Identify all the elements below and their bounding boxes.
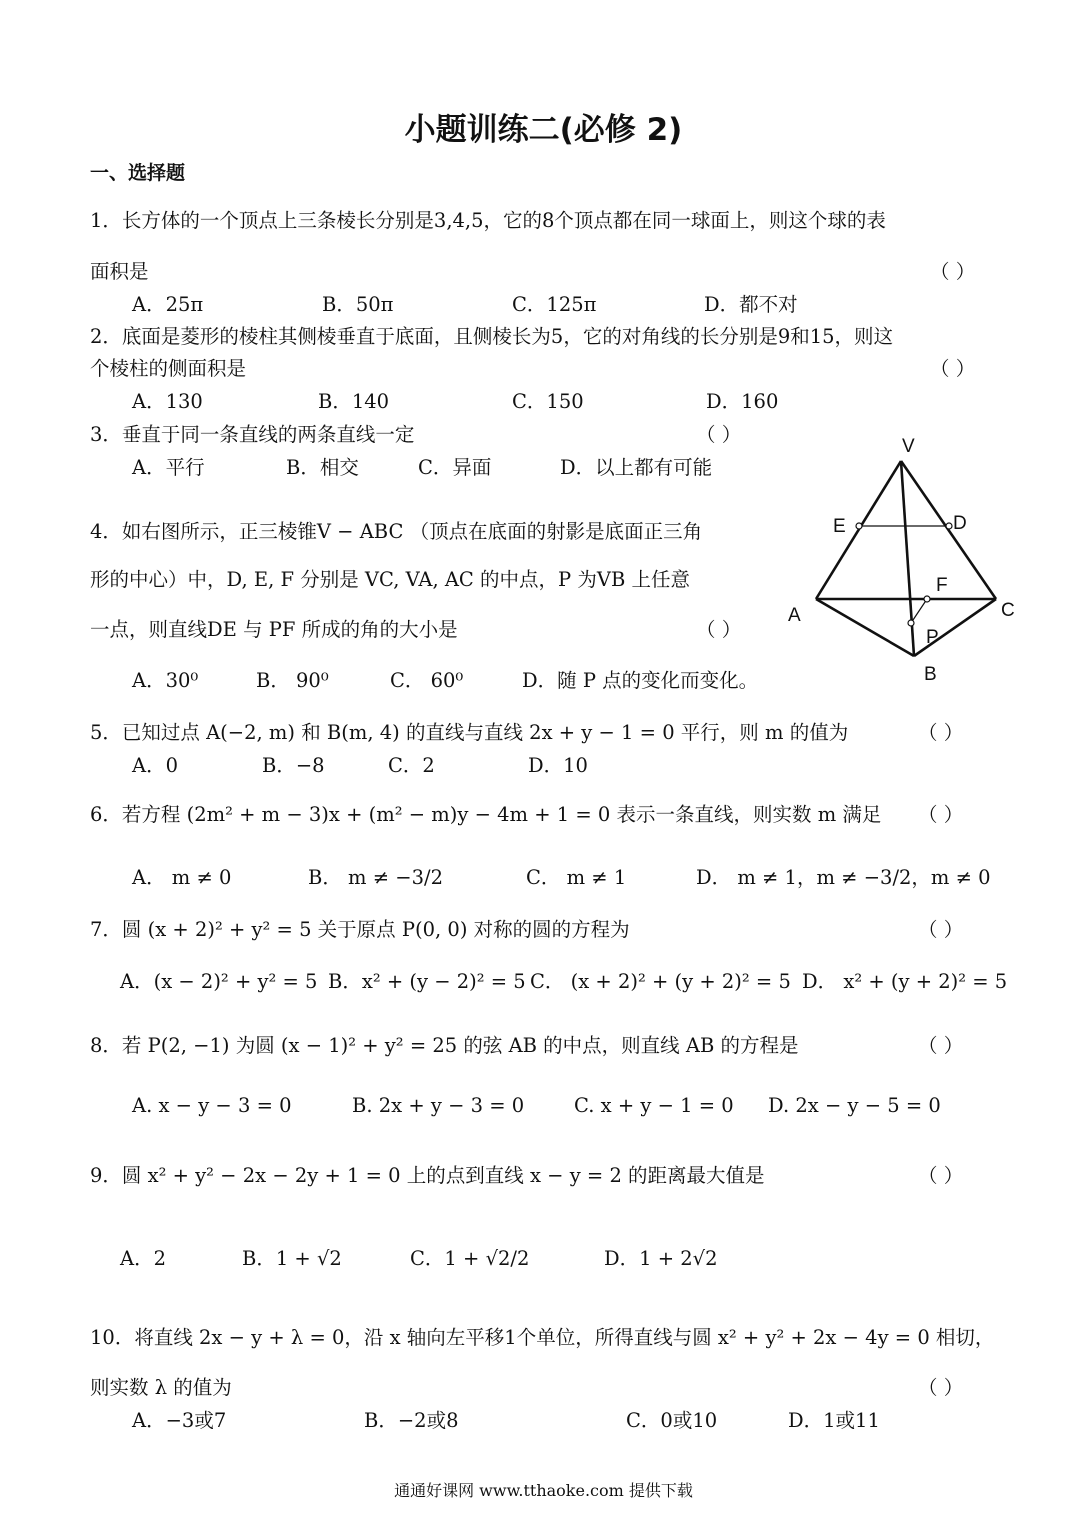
q10-option-a: A．−3或7 xyxy=(132,1409,227,1432)
label-b: B xyxy=(924,664,937,685)
q4-option-d: D．随 P 点的变化而变化。 xyxy=(522,669,759,692)
segment-pf xyxy=(911,599,927,623)
q9-option-a: A．2 xyxy=(120,1247,166,1270)
q10-option-b: B．−2或8 xyxy=(364,1409,459,1432)
q8-option-d: D. 2x − y − 5 = 0 xyxy=(768,1094,941,1117)
edge-vb xyxy=(901,461,914,656)
label-e: E xyxy=(833,516,846,537)
q5-answer-blank: （ ） xyxy=(918,721,964,744)
q5-option-b: B．−8 xyxy=(262,754,325,777)
q6-answer-blank: （ ） xyxy=(918,803,964,826)
pyramid-figure xyxy=(784,430,1034,690)
q2-option-c: C．150 xyxy=(512,390,584,413)
q4-option-b: B． 90⁰ xyxy=(256,669,329,692)
q10-option-c: C．0或10 xyxy=(626,1409,718,1432)
q3-option-c: C．异面 xyxy=(418,456,492,479)
point-p xyxy=(908,620,914,626)
q3-option-b: B．相交 xyxy=(286,456,359,479)
edge-vc xyxy=(901,461,996,599)
q1-option-d: D．都不对 xyxy=(704,293,798,316)
q3-line-1: 3．垂直于同一条直线的两条直线一定 xyxy=(90,423,415,446)
q10-line-1: 10．将直线 2x − y + λ = 0，沿 x 轴向左平移1个单位，所得直线与圆 x² + y² + 2x − 4y = 0 相切， xyxy=(90,1326,995,1349)
label-p: P xyxy=(926,627,939,648)
q4-line-3: 一点，则直线DE 与 PF 所成的角的大小是 xyxy=(90,618,458,641)
q8-option-b: B. 2x + y − 3 = 0 xyxy=(352,1094,525,1117)
q8-line-1: 8．若 P(2, −1) 为圆 (x − 1)² + y² = 25 的弦 AB 的中点，则直线 AB 的方程是 xyxy=(90,1034,799,1057)
q1-option-c: C．125π xyxy=(512,293,597,316)
q2-option-b: B．140 xyxy=(318,390,390,413)
section-heading: 一、选择题 xyxy=(90,162,186,184)
page-footer: 通通好课网 www.tthaoke.com 提供下载 xyxy=(394,1481,693,1500)
q5-line-1: 5．已知过点 A(−2, m) 和 B(m, 4) 的直线与直线 2x + y − 1 = 0 平行，则 m 的值为 xyxy=(90,721,849,744)
page-title: 小题训练二(必修 2) xyxy=(404,112,683,148)
q1-line-2: 面积是 xyxy=(90,260,149,283)
q8-answer-blank: （ ） xyxy=(918,1034,964,1057)
q6-option-d: D． m ≠ 1，m ≠ −3/2，m ≠ 0 xyxy=(696,866,991,889)
q8-option-a: A. x − y − 3 = 0 xyxy=(132,1094,292,1117)
q9-answer-blank: （ ） xyxy=(918,1164,964,1187)
q2-answer-blank: （ ） xyxy=(930,357,976,380)
edge-va xyxy=(816,461,901,599)
q4-line-1: 4．如右图所示，正三棱锥V − ABC （顶点在底面的射影是底面正三角 xyxy=(90,520,703,543)
q5-option-d: D．10 xyxy=(528,754,588,777)
q4-option-c: C． 60⁰ xyxy=(390,669,464,692)
q4-line-2: 形的中心）中，D, E, F 分别是 VC, VA, AC 的中点，P 为VB 上任意 xyxy=(90,568,690,591)
q7-line-1: 7．圆 (x + 2)² + y² = 5 关于原点 P(0, 0) 对称的圆的方程为 xyxy=(90,918,630,941)
label-d: D xyxy=(953,513,967,534)
q2-option-a: A．130 xyxy=(132,390,203,413)
q9-line-1: 9．圆 x² + y² − 2x − 2y + 1 = 0 上的点到直线 x − y = 2 的距离最大值是 xyxy=(90,1164,765,1187)
q2-option-d: D．160 xyxy=(706,390,779,413)
q1-answer-blank: （ ） xyxy=(930,260,976,283)
q5-option-c: C．2 xyxy=(388,754,435,777)
q10-answer-blank: （ ） xyxy=(918,1376,964,1399)
q7-option-d: D． x² + (y + 2)² = 5 xyxy=(802,970,1008,993)
point-d xyxy=(946,523,952,529)
q6-option-b: B． m ≠ −3/2 xyxy=(308,866,443,889)
q1-option-a: A．25π xyxy=(132,293,204,316)
q4-answer-blank: （ ） xyxy=(696,618,742,641)
q10-option-d: D．1或11 xyxy=(788,1409,880,1432)
q3-option-d: D．以上都有可能 xyxy=(560,456,713,479)
q10-line-2: 则实数 λ 的值为 xyxy=(90,1376,232,1399)
q9-option-d: D．1 + 2√2 xyxy=(604,1247,718,1270)
q8-option-c: C. x + y − 1 = 0 xyxy=(574,1094,734,1117)
q3-answer-blank: （ ） xyxy=(696,423,742,446)
q6-option-a: A． m ≠ 0 xyxy=(132,866,232,889)
q6-line-1: 6．若方程 (2m² + m − 3)x + (m² − m)y − 4m + 1 = 0 表示一条直线，则实数 m 满足 xyxy=(90,803,882,826)
q7-answer-blank: （ ） xyxy=(918,918,964,941)
q3-option-a: A．平行 xyxy=(132,456,205,479)
q4-option-a: A．30⁰ xyxy=(132,669,199,692)
q5-option-a: A．0 xyxy=(132,754,178,777)
q9-option-c: C．1 + √2/2 xyxy=(410,1247,530,1270)
q1-option-b: B．50π xyxy=(322,293,394,316)
q2-line-2: 个棱柱的侧面积是 xyxy=(90,357,247,380)
q6-option-c: C． m ≠ 1 xyxy=(526,866,627,889)
q7-option-a: A．(x − 2)² + y² = 5 xyxy=(120,970,318,993)
label-f: F xyxy=(936,575,948,596)
point-e xyxy=(856,523,862,529)
q9-option-b: B．1 + √2 xyxy=(242,1247,342,1270)
label-c: C xyxy=(1001,600,1015,621)
q2-line-1: 2．底面是菱形的棱柱其侧棱垂直于底面，且侧棱长为5，它的对角线的长分别是9和15，则这 xyxy=(90,325,894,348)
q7-option-c: C． (x + 2)² + (y + 2)² = 5 xyxy=(530,970,791,993)
label-a: A xyxy=(788,605,801,626)
edge-ab xyxy=(816,599,914,656)
label-v: V xyxy=(902,436,915,457)
q1-line-1: 1．长方体的一个顶点上三条棱长分别是3,4,5，它的8个顶点都在同一球面上，则这个球的表 xyxy=(90,209,886,232)
point-f xyxy=(924,596,930,602)
q7-option-b: B．x² + (y − 2)² = 5 xyxy=(328,970,526,993)
